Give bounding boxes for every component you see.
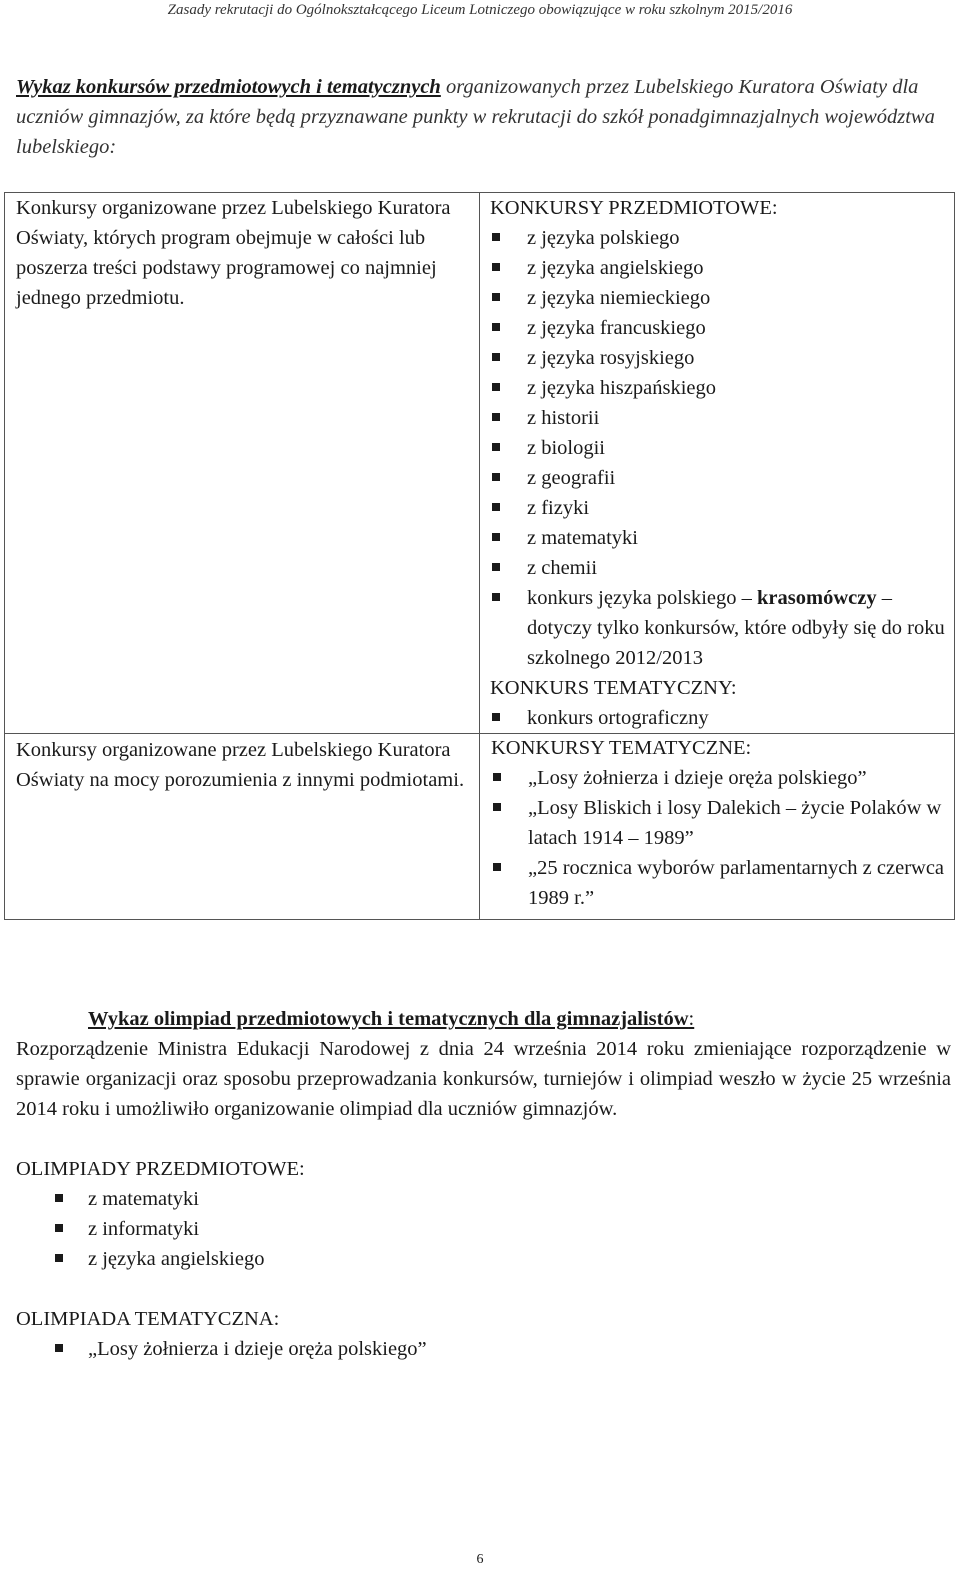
list-item: z języka hiszpańskiego	[490, 373, 954, 403]
special-bold: krasomówczy	[757, 587, 877, 609]
list-item: z chemii	[490, 553, 954, 583]
list-item: „Losy Bliskich i losy Dalekich – życie Polaków w latach 1914 – 1989”	[491, 793, 946, 853]
page-header: Zasady rekrutacji do Ogólnokształcącego Liceum Lotniczego obowiązujące w roku szkolnym 2015/2016	[167, 2, 793, 18]
subject-competitions-heading: KONKURSY PRZEDMIOTOWE:	[490, 197, 778, 219]
list-item: z biologii	[490, 433, 954, 463]
subject-olympiads-section	[16, 1154, 916, 1274]
list-item: z informatyki	[16, 1214, 916, 1244]
olympiads-title-text: Wykaz olimpiad przedmiotowych i tematycznych dla gimnazjalistów	[88, 1008, 689, 1030]
page-number: 6	[476, 1552, 484, 1567]
list-item: z geografii	[490, 463, 954, 493]
subject-olympiads-heading: OLIMPIADY PRZEDMIOTOWE:	[16, 1158, 305, 1180]
list-item: z języka angielskiego	[490, 253, 954, 283]
special-suffix: – dotyczy tylko konkursów, które odbyły się do roku szkolnego 2012/2013	[527, 587, 945, 669]
intro-rest: organizowanych przez Lubelskiego Kuratora Oświaty dla uczniów gimnazjów, za które będą przyznawane punkty w rekrutacji do szkół ponadgimnazjalnych województwa lubelskiego:	[16, 76, 935, 158]
list-item: z języka angielskiego	[16, 1244, 916, 1274]
olympiads-title-colon: :	[688, 1008, 695, 1030]
thematic-competitions-block	[491, 733, 946, 913]
left-top-text: Konkursy organizowane przez Lubelskiego Kuratora Oświaty, których program obejmuje w całości lub poszerza treści podstawy programowej co najmniej jednego przedmiotu.	[16, 197, 451, 309]
table-row-divider	[4, 733, 955, 734]
thematic-competition-heading: KONKURS TEMATYCZNY:	[490, 677, 737, 699]
list-item: z matematyki	[490, 523, 954, 553]
list-item: z historii	[490, 403, 954, 433]
thematic-olympiad-list	[16, 1334, 916, 1364]
thematic-olympiad-heading: OLIMPIADA TEMATYCZNA:	[16, 1308, 280, 1330]
intro-lead: Wykaz konkursów przedmiotowych i tematycznych	[16, 76, 441, 98]
olympiads-title	[88, 1004, 694, 1034]
subject-competitions-list	[490, 223, 954, 673]
list-item: z języka francuskiego	[490, 313, 954, 343]
list-item: z języka polskiego	[490, 223, 954, 253]
thematic-olympiad-section	[16, 1304, 916, 1364]
list-item: konkurs ortograficzny	[490, 703, 954, 733]
intro-paragraph	[16, 72, 951, 162]
thematic-competition-list	[490, 703, 954, 733]
regulation-paragraph: Rozporządzenie Ministra Edukacji Narodowej z dnia 24 września 2014 roku zmieniające rozporządzenie w sprawie organizacji oraz sposobu przeprowadzania konkursów, turniejów i olimpiad weszło w życie 25 września 2014 roku i umożliwiło organizowanie olimpiad dla uczniów gimnazjów.	[16, 1038, 951, 1120]
competition-types-cell	[5, 193, 480, 920]
list-item: z fizyki	[490, 493, 954, 523]
special-prefix: konkurs języka polskiego –	[527, 587, 758, 609]
thematic-competitions-heading: KONKURSY TEMATYCZNE:	[491, 737, 752, 759]
list-item: z języka rosyjskiego	[490, 343, 954, 373]
left-bottom-text: Konkursy organizowane przez Lubelskiego Kuratora Oświaty na mocy porozumienia z innymi podmiotami.	[16, 739, 465, 791]
list-item: „Losy żołnierza i dzieje oręża polskiego”	[16, 1334, 916, 1364]
list-item: z języka niemieckiego	[490, 283, 954, 313]
list-item: z matematyki	[16, 1184, 916, 1214]
list-item-krasomowczy	[490, 583, 954, 673]
list-item: „25 rocznica wyborów parlamentarnych z czerwca 1989 r.”	[491, 853, 946, 913]
list-item: „Losy żołnierza i dzieje oręża polskiego”	[491, 763, 946, 793]
thematic-competitions-list	[491, 763, 946, 913]
subject-olympiads-list	[16, 1184, 916, 1274]
